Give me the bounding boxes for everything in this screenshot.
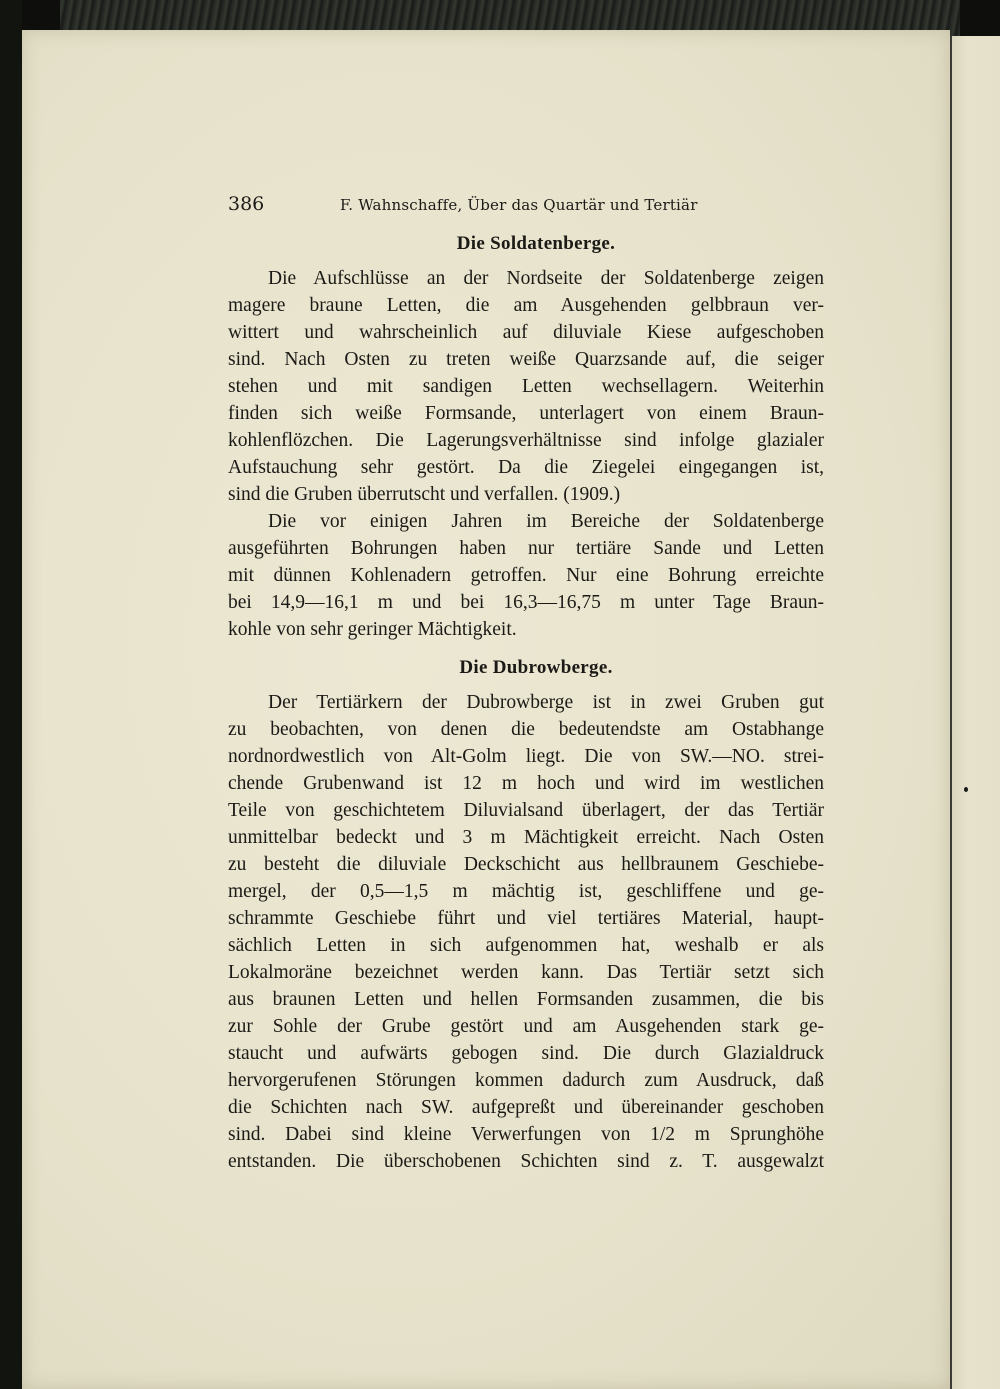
- text-line: Aufstauchung sehr gestört. Da die Ziegelei eingegangen ist,: [228, 457, 824, 478]
- text-line: sächlich Letten in sich aufgenommen hat, weshalb er als: [228, 935, 824, 956]
- text-line: sind. Nach Osten zu treten weiße Quarzsande auf, die seiger: [228, 349, 824, 370]
- text-line: ausgeführten Bohrungen haben nur tertiäre Sande und Letten: [228, 538, 824, 559]
- section-title-soldatenberge: Die Soldatenberge.: [456, 233, 616, 254]
- text-line: sind. Dabei sind kleine Verwerfungen von 1/2 m Sprunghöhe: [228, 1124, 824, 1145]
- text-line: Die Aufschlüsse an der Nordseite der Soldatenberge zeigen: [268, 268, 824, 289]
- paragraph: [228, 508, 824, 643]
- text-line: kohle von sehr geringer Mächtigkeit.: [228, 619, 517, 640]
- text-line: finden sich weiße Formsande, unterlagert von einem Braun-: [228, 403, 824, 424]
- page-content: [228, 193, 824, 1175]
- text-line: Lokalmoräne bezeichnet werden kann. Das Tertiär setzt sich: [228, 962, 824, 983]
- text-line: zu besteht die diluviale Deckschicht aus hellbraunem Geschiebe-: [228, 854, 824, 875]
- paragraph: [228, 265, 824, 508]
- text-line: bei 14,9—16,1 m und bei 16,3—16,75 m unter Tage Braun-: [228, 592, 824, 613]
- running-title: F. Wahnschaffe, Über das Quartär und Tertiär: [340, 196, 698, 214]
- text-line: stehen und mit sandigen Letten wechsellagern. Weiterhin: [228, 376, 824, 397]
- book-cover-edge: [0, 0, 22, 1389]
- text-line: mergel, der 0,5—1,5 m mächtig ist, geschliffene und ge-: [228, 881, 824, 902]
- facing-page-edge: [950, 36, 1000, 1389]
- margin-speck: [964, 787, 968, 792]
- text-line: die Schichten nach SW. aufgepreßt und übereinander geschoben: [228, 1097, 824, 1118]
- running-header: [228, 193, 824, 219]
- text-line: mit dünnen Kohlenadern getroffen. Nur eine Bohrung erreichte: [228, 565, 824, 586]
- text-line: entstanden. Die überschobenen Schichten sind z. T. ausgewalzt: [228, 1151, 824, 1172]
- text-line: schrammte Geschiebe führt und viel tertiäres Material, haupt-: [228, 908, 824, 929]
- text-line: wittert und wahrscheinlich auf diluviale Kiese aufgeschoben: [228, 322, 824, 343]
- text-line: unmittelbar bedeckt und 3 m Mächtigkeit erreicht. Nach Osten: [228, 827, 824, 848]
- text-line: Teile von geschichtetem Diluvialsand überlagert, der das Tertiär: [228, 800, 824, 821]
- text-line: zur Sohle der Grube gestört und am Ausgehenden stark ge-: [228, 1016, 824, 1037]
- text-line: chende Grubenwand ist 12 m hoch und wird im westlichen: [228, 773, 824, 794]
- paragraph: [228, 689, 824, 1175]
- text-line: aus braunen Letten und hellen Formsanden zusammen, die bis: [228, 989, 824, 1010]
- text-line: Die vor einigen Jahren im Bereiche der Soldatenberge: [268, 511, 824, 532]
- page-number: 386: [228, 193, 265, 215]
- text-line: magere braune Letten, die am Ausgehenden gelbbraun ver-: [228, 295, 824, 316]
- text-line: staucht und aufwärts gebogen sind. Die durch Glazialdruck: [228, 1043, 824, 1064]
- text-line: hervorgerufenen Störungen kommen dadurch zum Ausdruck, daß: [228, 1070, 824, 1091]
- text-line: nordnordwestlich von Alt-Golm liegt. Die von SW.—NO. strei-: [228, 746, 824, 767]
- text-line: sind die Gruben überrutscht und verfallen. (1909.): [228, 484, 621, 505]
- text-line: zu beobachten, von denen die bedeutendste am Ostabhange: [228, 719, 824, 740]
- text-line: Der Tertiärkern der Dubrowberge ist in zwei Gruben gut: [268, 692, 824, 713]
- section-title-dubrowberge: Die Dubrowberge.: [459, 657, 613, 678]
- text-line: kohlenflözchen. Die Lagerungsverhältnisse sind infolge glazialer: [228, 430, 824, 451]
